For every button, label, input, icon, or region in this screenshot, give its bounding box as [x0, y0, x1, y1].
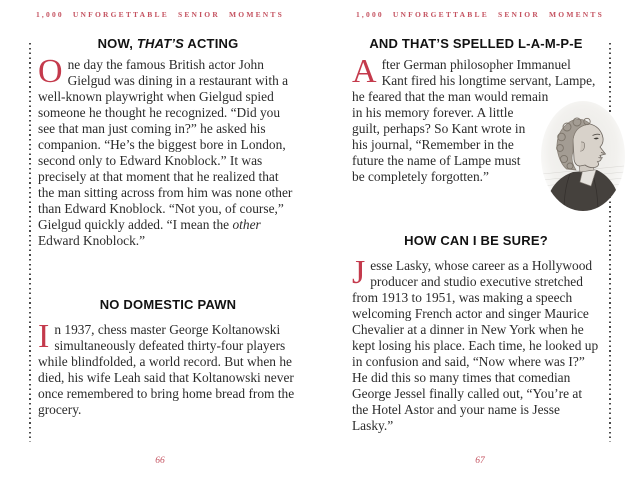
story-body-koltanowski [38, 318, 298, 418]
dropcap: O [38, 53, 63, 90]
dropcap: J [352, 254, 366, 291]
story-title-spelled-lampe: AND THAT’S SPELLED L-A-M-P-E [369, 36, 583, 51]
dropcap: A [352, 53, 377, 90]
story-title-now-thats-acting [38, 36, 298, 51]
dotted-rule [29, 43, 31, 442]
kant-portrait-icon [540, 100, 626, 212]
page-number-left: 66 [155, 456, 165, 466]
story-title-how-can-i-be-sure: HOW CAN I BE SURE? [404, 233, 548, 248]
dropcap: I [38, 318, 50, 355]
body-text: fter German philosopher Immanuel Kant fired his longtime servant, Lampe, he feared that the man would remain in his memory forever. A little guilt, perhaps? So Kant wrote in his journal, “Remember in the future the name of Lampe must be completely forgotten.” [352, 57, 596, 184]
story-title-no-domestic-pawn: NO DOMESTIC PAWN [99, 297, 237, 312]
story-body-gielgud [38, 53, 298, 249]
body-text: n 1937, chess master George Koltanowski simultaneously defeated thirty-four players while blindfolded, a world record. But when he died, his wife Leah said that Koltanowski never once remembered to bring home bread from the grocery. [38, 322, 295, 417]
title-text: NOW, [97, 36, 137, 51]
title-italic-text: THAT’S [136, 36, 185, 51]
story-body-kant [352, 53, 600, 216]
right-page [320, 0, 640, 487]
title-text: ACTING [184, 36, 239, 51]
body-text: esse Lasky, whose career as a Hollywood producer and studio executive stretched from 1913 to 1951, was making a speech welcoming French actor and singer Maurice Chevalier at a dinner in New York when he kept losing his place. Each time, he looked up in confusion and said, “Now where was I?” He did this so many times that comedian George Jessel finally called out, “You’re at the Hotel Astor and your name is Jesse Lasky.” [352, 258, 599, 433]
body-text: Edward Knoblock.” [38, 233, 146, 248]
body-italic-text: other [232, 217, 261, 232]
story-body-lasky [352, 254, 600, 434]
running-head: 1,000 UNFORGETTABLE SENIOR MOMENTS [355, 10, 604, 19]
body-text: ne day the famous British actor John Gielgud was dining in a restaurant with a well-known playwright when Gielgud spied someone he thought he recognized. “Did you see that man just coming in?” he asked his companion. “He’s the biggest bore in London, second only to Edward Knoblock.” It was precisely at that moment that he realized that the man sitting across from him was none other than Edward Knoblock. “Not you, of course,” Gielgud quickly added. “I mean the [38, 57, 293, 232]
running-head: 1,000 UNFORGETTABLE SENIOR MOMENTS [35, 10, 284, 19]
page-number-right: 67 [475, 456, 485, 466]
